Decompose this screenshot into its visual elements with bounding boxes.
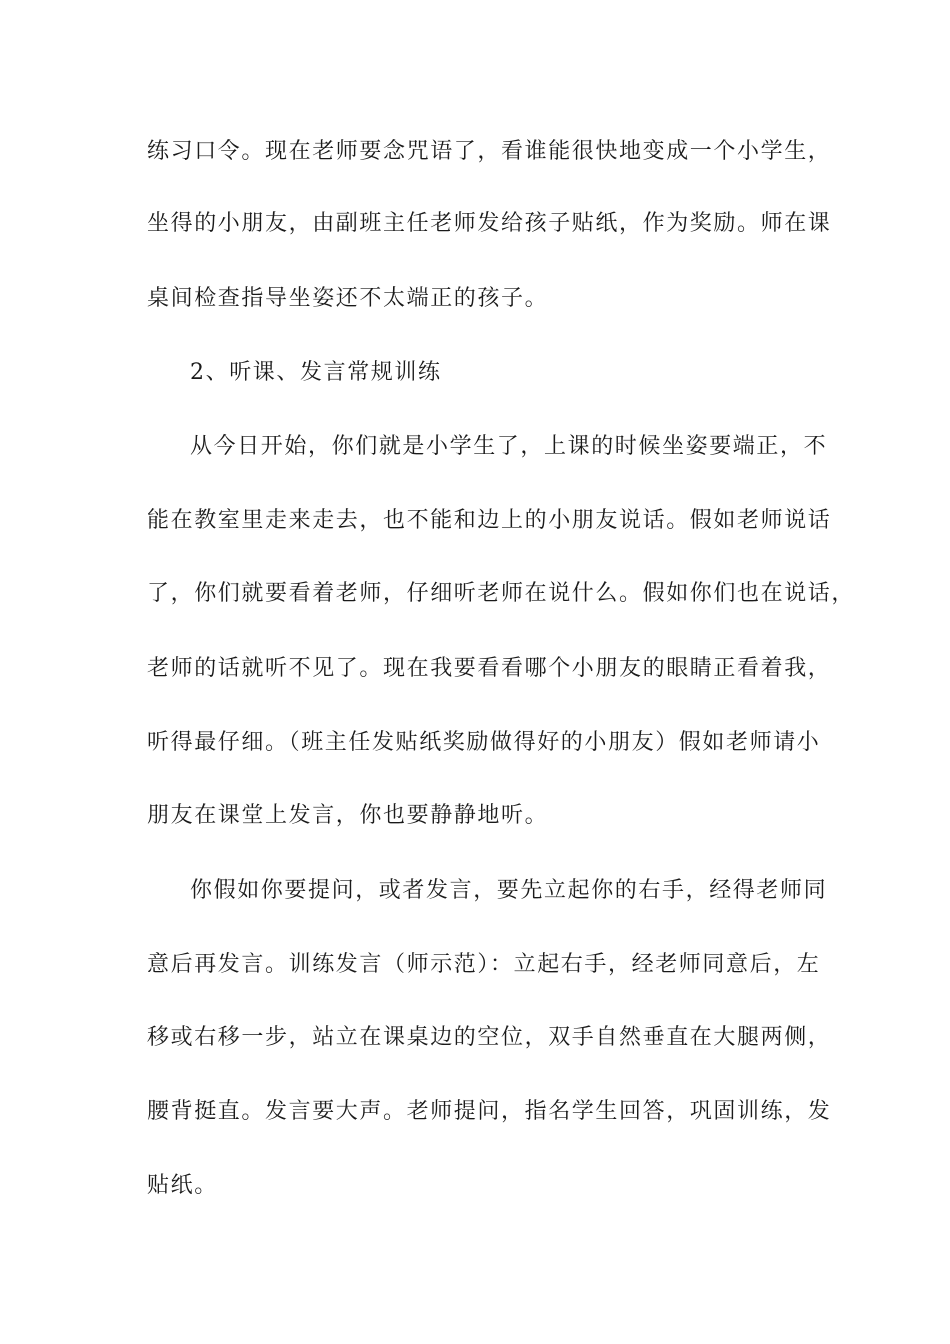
paragraph-line: 从今日开始，你们就是小学生了，上课的时候坐姿要端正，不 — [190, 434, 828, 459]
paragraph-line: 听得最仔细。（班主任发贴纸奖励做得好的小朋友）假如老师请小 — [147, 730, 821, 755]
paragraph-line: 移或右移一步，站立在课桌边的空位，双手自然垂直在大腿两侧， — [147, 1025, 832, 1050]
paragraph-line: 腰背挺直。发言要大声。老师提问，指名学生回答，巩固训练，发 — [147, 1099, 832, 1124]
paragraph-line: 老师的话就听不见了。现在我要看看哪个小朋友的眼睛正看着我， — [147, 656, 832, 681]
paragraph-line: 你假如你要提问，或者发言，要先立起你的右手，经得老师同 — [190, 878, 828, 903]
paragraph-line: 能在教室里走来走去，也不能和边上的小朋友说话。假如老师说话 — [147, 508, 832, 533]
paragraph-line: 意后再发言。训练发言（师示范）：立起右手，经老师同意后，左 — [147, 952, 821, 977]
section-heading: 2、听课、发言常规训练 — [190, 360, 442, 385]
paragraph-line: 贴纸。 — [147, 1173, 218, 1198]
paragraph-line: 朋友在课堂上发言，你也要静静地听。 — [147, 803, 549, 828]
paragraph-line: 坐得的小朋友，由副班主任老师发给孩子贴纸，作为奖励。师在课 — [147, 211, 832, 236]
paragraph-line: 练习口令。现在老师要念咒语了，看谁能很快地变成一个小学生， — [147, 139, 832, 164]
paragraph-line: 桌间检查指导坐姿还不太端正的孩子。 — [147, 286, 549, 311]
paragraph-line: 了，你们就要看着老师，仔细听老师在说什么。假如你们也在说话， — [147, 581, 856, 606]
